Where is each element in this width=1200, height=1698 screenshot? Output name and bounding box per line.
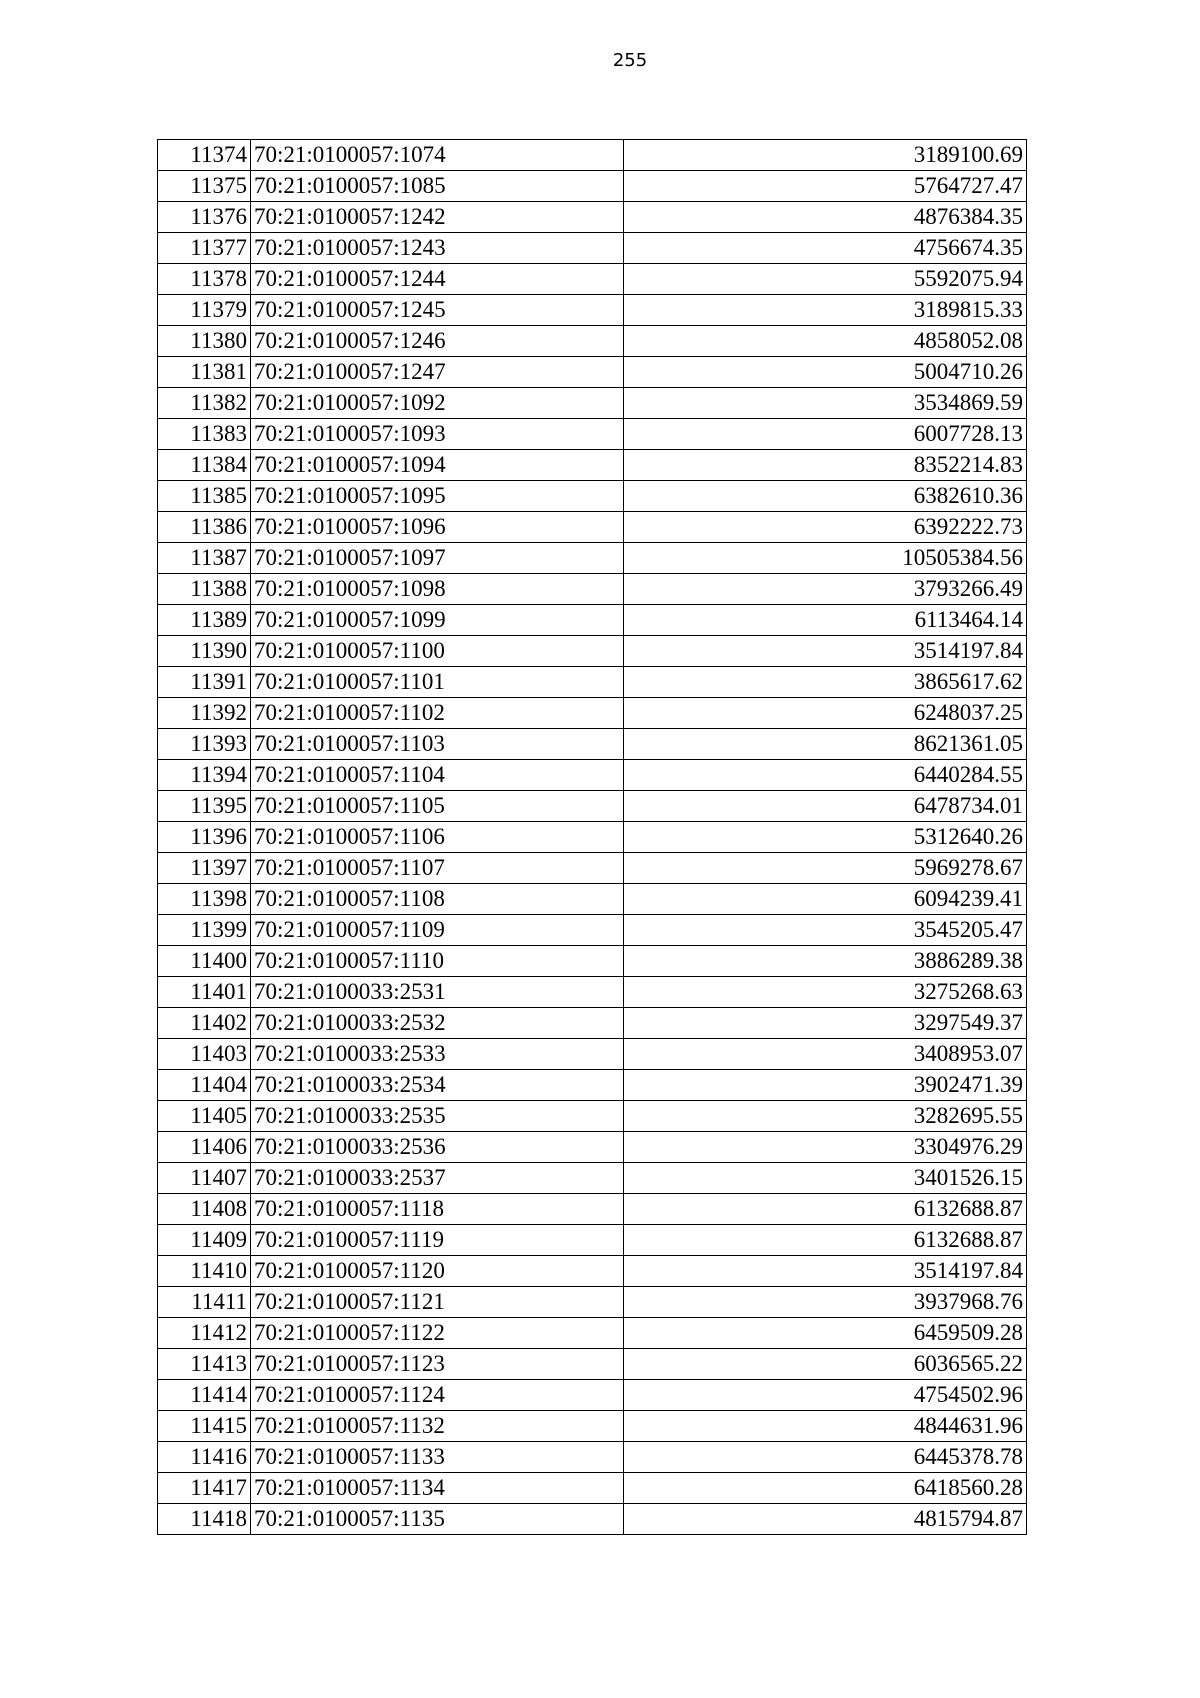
cadastral-number-cell: 70:21:0100057:1121 (251, 1287, 624, 1318)
table-row (158, 822, 1027, 853)
table-row (158, 512, 1027, 543)
cadastral-number-cell: 70:21:0100057:1102 (251, 698, 624, 729)
table-row (158, 574, 1027, 605)
row-number-cell: 11385 (158, 481, 251, 512)
row-number-cell: 11387 (158, 543, 251, 574)
table-row (158, 667, 1027, 698)
row-number-cell: 11379 (158, 295, 251, 326)
row-number-cell: 11381 (158, 357, 251, 388)
cadastral-value-cell: 6094239.41 (624, 884, 1027, 915)
cadastral-number-cell: 70:21:0100057:1074 (251, 140, 624, 171)
cadastral-value-cell: 6113464.14 (624, 605, 1027, 636)
cadastral-number-cell: 70:21:0100033:2535 (251, 1101, 624, 1132)
table-row (158, 1194, 1027, 1225)
table-row (158, 419, 1027, 450)
table-row (158, 853, 1027, 884)
cadastral-number-cell: 70:21:0100057:1135 (251, 1504, 624, 1535)
cadastral-number-cell: 70:21:0100057:1100 (251, 636, 624, 667)
row-number-cell: 11374 (158, 140, 251, 171)
cadastral-number-cell: 70:21:0100057:1095 (251, 481, 624, 512)
cadastral-value-cell: 3304976.29 (624, 1132, 1027, 1163)
table-row (158, 140, 1027, 171)
row-number-cell: 11384 (158, 450, 251, 481)
cadastral-number-cell: 70:21:0100057:1109 (251, 915, 624, 946)
cadastral-value-cell: 3189815.33 (624, 295, 1027, 326)
table-row (158, 388, 1027, 419)
cadastral-value-cell: 4858052.08 (624, 326, 1027, 357)
cadastral-number-cell: 70:21:0100033:2537 (251, 1163, 624, 1194)
row-number-cell: 11404 (158, 1070, 251, 1101)
cadastral-number-cell: 70:21:0100057:1103 (251, 729, 624, 760)
cadastral-value-cell: 5764727.47 (624, 171, 1027, 202)
cadastral-value-cell: 3902471.39 (624, 1070, 1027, 1101)
cadastral-value-cell: 6036565.22 (624, 1349, 1027, 1380)
row-number-cell: 11377 (158, 233, 251, 264)
cadastral-value-cell: 6382610.36 (624, 481, 1027, 512)
table-row (158, 605, 1027, 636)
cadastral-value-cell: 8352214.83 (624, 450, 1027, 481)
row-number-cell: 11416 (158, 1442, 251, 1473)
row-number-cell: 11378 (158, 264, 251, 295)
cadastral-number-cell: 70:21:0100057:1120 (251, 1256, 624, 1287)
cadastral-value-cell: 4754502.96 (624, 1380, 1027, 1411)
cadastral-value-cell: 6007728.13 (624, 419, 1027, 450)
row-number-cell: 11417 (158, 1473, 251, 1504)
table-row (158, 791, 1027, 822)
table-row (158, 1008, 1027, 1039)
cadastral-value-cell: 8621361.05 (624, 729, 1027, 760)
cadastral-number-cell: 70:21:0100057:1124 (251, 1380, 624, 1411)
row-number-cell: 11388 (158, 574, 251, 605)
cadastral-value-table (157, 139, 1027, 1535)
cadastral-number-cell: 70:21:0100057:1093 (251, 419, 624, 450)
table-row (158, 729, 1027, 760)
cadastral-value-cell: 6445378.78 (624, 1442, 1027, 1473)
cadastral-value-cell: 3793266.49 (624, 574, 1027, 605)
row-number-cell: 11393 (158, 729, 251, 760)
table-row (158, 946, 1027, 977)
row-number-cell: 11407 (158, 1163, 251, 1194)
cadastral-number-cell: 70:21:0100057:1247 (251, 357, 624, 388)
cadastral-value-cell: 6440284.55 (624, 760, 1027, 791)
table-row (158, 1163, 1027, 1194)
cadastral-number-cell: 70:21:0100057:1097 (251, 543, 624, 574)
cadastral-value-cell: 3534869.59 (624, 388, 1027, 419)
row-number-cell: 11412 (158, 1318, 251, 1349)
row-number-cell: 11383 (158, 419, 251, 450)
table-row (158, 202, 1027, 233)
cadastral-value-cell: 4876384.35 (624, 202, 1027, 233)
row-number-cell: 11394 (158, 760, 251, 791)
table-row (158, 636, 1027, 667)
row-number-cell: 11382 (158, 388, 251, 419)
cadastral-number-cell: 70:21:0100057:1118 (251, 1194, 624, 1225)
cadastral-number-cell: 70:21:0100057:1122 (251, 1318, 624, 1349)
row-number-cell: 11380 (158, 326, 251, 357)
row-number-cell: 11395 (158, 791, 251, 822)
row-number-cell: 11413 (158, 1349, 251, 1380)
row-number-cell: 11375 (158, 171, 251, 202)
row-number-cell: 11408 (158, 1194, 251, 1225)
table-row (158, 357, 1027, 388)
cadastral-number-cell: 70:21:0100057:1085 (251, 171, 624, 202)
cadastral-number-cell: 70:21:0100057:1094 (251, 450, 624, 481)
table-row (158, 1318, 1027, 1349)
row-number-cell: 11399 (158, 915, 251, 946)
cadastral-value-cell: 3865617.62 (624, 667, 1027, 698)
row-number-cell: 11389 (158, 605, 251, 636)
table-row (158, 295, 1027, 326)
cadastral-number-cell: 70:21:0100033:2531 (251, 977, 624, 1008)
table-row (158, 171, 1027, 202)
table-row (158, 450, 1027, 481)
row-number-cell: 11396 (158, 822, 251, 853)
table-row (158, 264, 1027, 295)
row-number-cell: 11400 (158, 946, 251, 977)
row-number-cell: 11403 (158, 1039, 251, 1070)
cadastral-value-cell: 3189100.69 (624, 140, 1027, 171)
cadastral-value-table-container (157, 139, 1027, 1535)
page-number: 255 (612, 50, 648, 71)
row-number-cell: 11401 (158, 977, 251, 1008)
cadastral-value-cell: 6248037.25 (624, 698, 1027, 729)
cadastral-value-cell: 3937968.76 (624, 1287, 1027, 1318)
cadastral-number-cell: 70:21:0100057:1106 (251, 822, 624, 853)
table-row (158, 543, 1027, 574)
table-row (158, 233, 1027, 264)
cadastral-value-cell: 6132688.87 (624, 1225, 1027, 1256)
table-row (158, 1132, 1027, 1163)
row-number-cell: 11391 (158, 667, 251, 698)
cadastral-number-cell: 70:21:0100057:1134 (251, 1473, 624, 1504)
row-number-cell: 11392 (158, 698, 251, 729)
cadastral-value-cell: 6478734.01 (624, 791, 1027, 822)
table-row (158, 1380, 1027, 1411)
cadastral-number-cell: 70:21:0100057:1108 (251, 884, 624, 915)
cadastral-number-cell: 70:21:0100033:2532 (251, 1008, 624, 1039)
cadastral-number-cell: 70:21:0100033:2533 (251, 1039, 624, 1070)
cadastral-value-cell: 3545205.47 (624, 915, 1027, 946)
cadastral-number-cell: 70:21:0100057:1246 (251, 326, 624, 357)
table-row (158, 760, 1027, 791)
cadastral-number-cell: 70:21:0100033:2534 (251, 1070, 624, 1101)
table-row (158, 1039, 1027, 1070)
row-number-cell: 11386 (158, 512, 251, 543)
row-number-cell: 11418 (158, 1504, 251, 1535)
row-number-cell: 11409 (158, 1225, 251, 1256)
table-row (158, 977, 1027, 1008)
cadastral-value-cell: 6459509.28 (624, 1318, 1027, 1349)
cadastral-value-cell: 5592075.94 (624, 264, 1027, 295)
row-number-cell: 11376 (158, 202, 251, 233)
cadastral-value-cell: 3408953.07 (624, 1039, 1027, 1070)
cadastral-number-cell: 70:21:0100057:1110 (251, 946, 624, 977)
cadastral-value-cell: 5312640.26 (624, 822, 1027, 853)
cadastral-number-cell: 70:21:0100057:1243 (251, 233, 624, 264)
cadastral-value-cell: 6418560.28 (624, 1473, 1027, 1504)
cadastral-value-cell: 5004710.26 (624, 357, 1027, 388)
table-row (158, 1442, 1027, 1473)
table-row (158, 1287, 1027, 1318)
cadastral-value-cell: 4815794.87 (624, 1504, 1027, 1535)
cadastral-number-cell: 70:21:0100057:1099 (251, 605, 624, 636)
cadastral-number-cell: 70:21:0100057:1119 (251, 1225, 624, 1256)
table-row (158, 1256, 1027, 1287)
cadastral-value-cell: 3275268.63 (624, 977, 1027, 1008)
cadastral-number-cell: 70:21:0100057:1096 (251, 512, 624, 543)
table-row (158, 326, 1027, 357)
row-number-cell: 11415 (158, 1411, 251, 1442)
cadastral-value-cell: 3886289.38 (624, 946, 1027, 977)
cadastral-number-cell: 70:21:0100057:1242 (251, 202, 624, 233)
table-row (158, 481, 1027, 512)
table-row (158, 698, 1027, 729)
row-number-cell: 11397 (158, 853, 251, 884)
cadastral-number-cell: 70:21:0100057:1107 (251, 853, 624, 884)
table-row (158, 915, 1027, 946)
table-row (158, 884, 1027, 915)
cadastral-value-cell: 10505384.56 (624, 543, 1027, 574)
cadastral-number-cell: 70:21:0100057:1101 (251, 667, 624, 698)
row-number-cell: 11414 (158, 1380, 251, 1411)
cadastral-number-cell: 70:21:0100057:1092 (251, 388, 624, 419)
cadastral-number-cell: 70:21:0100057:1105 (251, 791, 624, 822)
cadastral-value-cell: 3297549.37 (624, 1008, 1027, 1039)
row-number-cell: 11398 (158, 884, 251, 915)
cadastral-value-cell: 6392222.73 (624, 512, 1027, 543)
row-number-cell: 11390 (158, 636, 251, 667)
table-row (158, 1070, 1027, 1101)
cadastral-number-cell: 70:21:0100033:2536 (251, 1132, 624, 1163)
table-row (158, 1473, 1027, 1504)
cadastral-number-cell: 70:21:0100057:1132 (251, 1411, 624, 1442)
table-row (158, 1225, 1027, 1256)
row-number-cell: 11410 (158, 1256, 251, 1287)
cadastral-number-cell: 70:21:0100057:1123 (251, 1349, 624, 1380)
cadastral-number-cell: 70:21:0100057:1104 (251, 760, 624, 791)
cadastral-number-cell: 70:21:0100057:1245 (251, 295, 624, 326)
cadastral-number-cell: 70:21:0100057:1098 (251, 574, 624, 605)
row-number-cell: 11411 (158, 1287, 251, 1318)
cadastral-value-cell: 3401526.15 (624, 1163, 1027, 1194)
cadastral-value-cell: 5969278.67 (624, 853, 1027, 884)
cadastral-value-cell: 4756674.35 (624, 233, 1027, 264)
cadastral-value-cell: 6132688.87 (624, 1194, 1027, 1225)
table-row (158, 1411, 1027, 1442)
row-number-cell: 11402 (158, 1008, 251, 1039)
row-number-cell: 11405 (158, 1101, 251, 1132)
table-row (158, 1504, 1027, 1535)
cadastral-value-cell: 3514197.84 (624, 1256, 1027, 1287)
cadastral-number-cell: 70:21:0100057:1133 (251, 1442, 624, 1473)
cadastral-number-cell: 70:21:0100057:1244 (251, 264, 624, 295)
table-row (158, 1349, 1027, 1380)
cadastral-value-cell: 3514197.84 (624, 636, 1027, 667)
table-row (158, 1101, 1027, 1132)
cadastral-value-cell: 3282695.55 (624, 1101, 1027, 1132)
row-number-cell: 11406 (158, 1132, 251, 1163)
table-body (158, 140, 1027, 1535)
cadastral-value-cell: 4844631.96 (624, 1411, 1027, 1442)
